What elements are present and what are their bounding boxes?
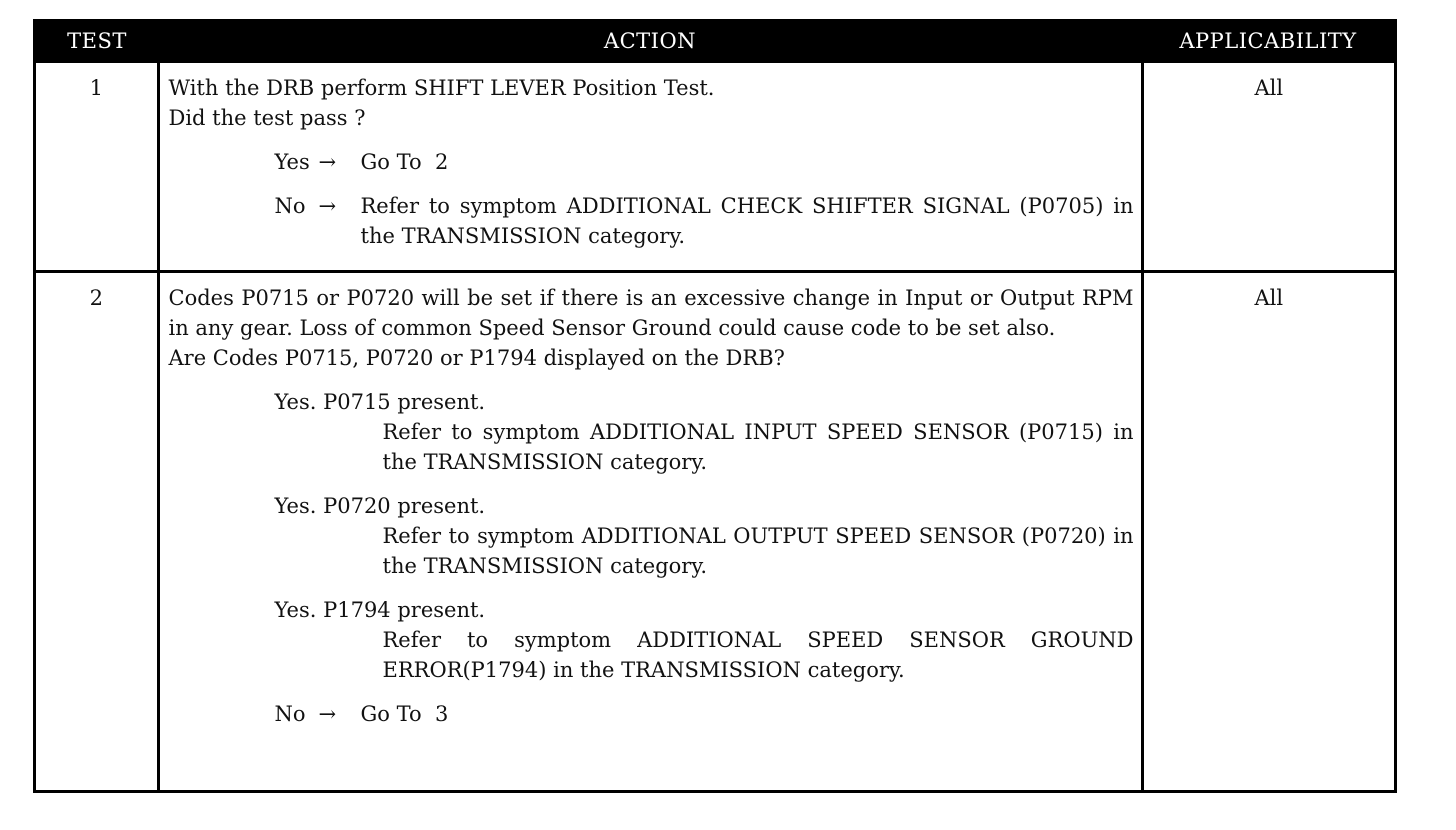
no-result: Refer to symptom ADDITIONAL CHECK SHIFTER SIGNAL (P0705) in the TRANSMISSION category. (360, 194, 1134, 248)
no-option (275, 191, 1134, 251)
table-row (35, 62, 1396, 272)
action-text: With the DRB perform SHIFT LEVER Position Test. (168, 76, 715, 100)
action-cell (158, 62, 1142, 272)
header-test: TEST (35, 21, 159, 62)
applicability-value: All (1142, 62, 1396, 272)
table-row (35, 272, 1396, 792)
yes-result: Refer to symptom ADDITIONAL INPUT SPEED SENSOR (P0715) in the TRANSMISSION category. (382, 420, 1134, 474)
test-number: 2 (35, 272, 159, 792)
arrow-icon: → (318, 150, 337, 174)
yes-option (275, 595, 1134, 685)
yes-result: Go To 2 (360, 150, 449, 174)
arrow-icon: → (318, 702, 337, 726)
diagnostic-table (33, 19, 1397, 793)
arrow-icon: → (318, 194, 337, 218)
action-question: Are Codes P0715, P0720 or P1794 displayed on the DRB? (168, 346, 785, 370)
action-cell (158, 272, 1142, 792)
yes-result: Refer to symptom ADDITIONAL SPEED SENSOR GROUND ERROR(P1794) in the TRANSMISSION category. (382, 628, 1134, 682)
header-action: ACTION (158, 21, 1142, 62)
no-result: Go To 3 (360, 702, 449, 726)
header-applicability: APPLICABILITY (1142, 21, 1396, 62)
yes-result: Refer to symptom ADDITIONAL OUTPUT SPEED SENSOR (P0720) in the TRANSMISSION category. (382, 524, 1134, 578)
yes-option (275, 147, 1134, 177)
no-label: No (274, 702, 306, 726)
action-question: Did the test pass ? (168, 106, 366, 130)
yes-condition: Yes. P0720 present. (274, 494, 486, 518)
yes-option (275, 491, 1134, 581)
no-option (275, 699, 1134, 729)
yes-label: Yes (274, 150, 310, 174)
no-label: No (274, 194, 306, 218)
applicability-value: All (1142, 272, 1396, 792)
yes-condition: Yes. P0715 present. (274, 390, 486, 414)
header-row (35, 21, 1396, 62)
yes-condition: Yes. P1794 present. (274, 598, 486, 622)
test-number: 1 (35, 62, 159, 272)
yes-option (275, 387, 1134, 477)
action-text: Codes P0715 or P0720 will be set if there is an excessive change in Input or Output RPM in any gear. Loss of common Speed Sensor Ground could cause code to be set also. (168, 286, 1134, 340)
